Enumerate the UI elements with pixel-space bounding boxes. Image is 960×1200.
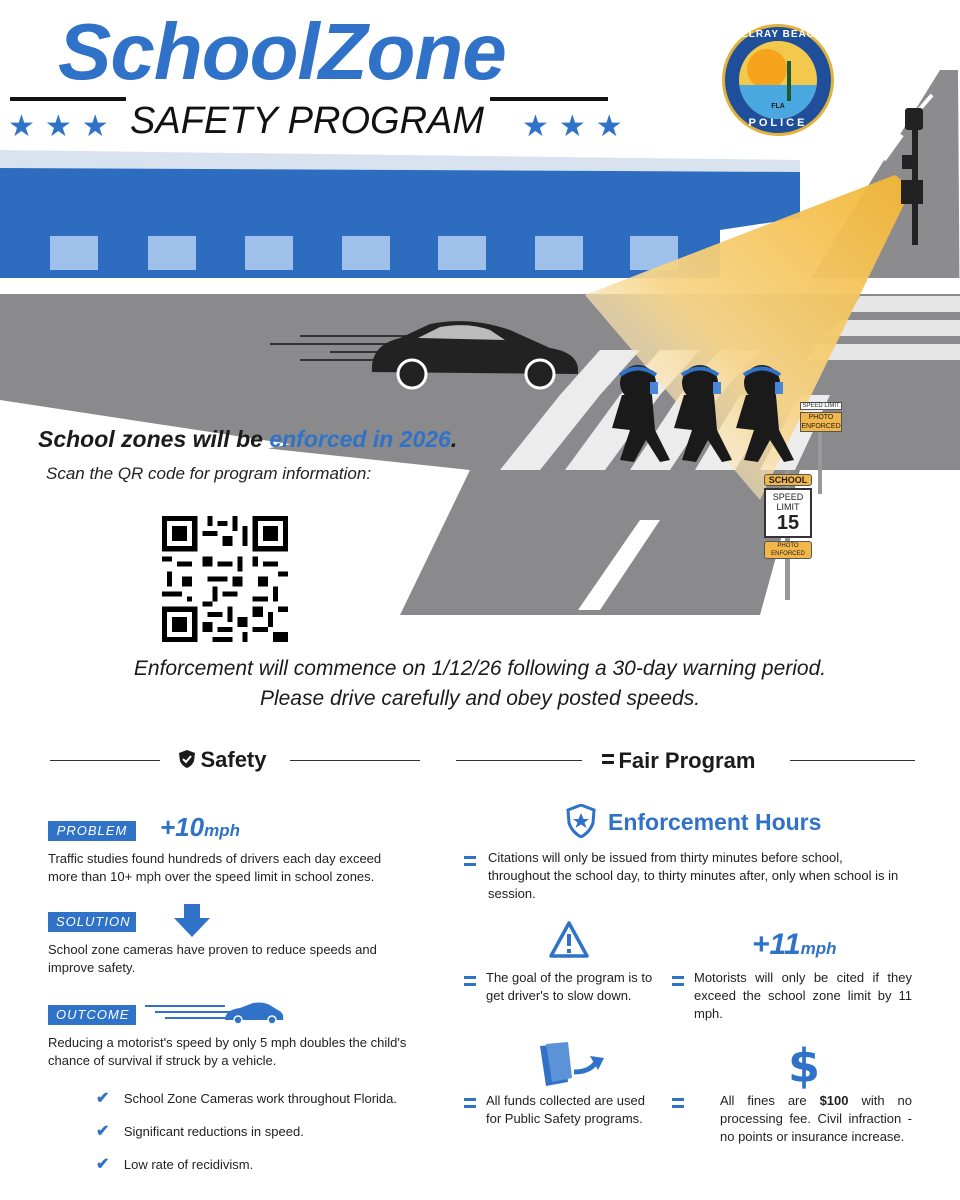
checkmark-icon: ✔ bbox=[96, 1156, 110, 1173]
safety-rule-left bbox=[50, 760, 160, 761]
stars-right: ★★★ bbox=[522, 110, 633, 143]
enforcement-headline bbox=[38, 426, 457, 453]
enforcement-notice bbox=[0, 654, 960, 714]
safety-rule-right bbox=[290, 760, 420, 761]
dollar-icon bbox=[786, 1040, 822, 1095]
school-sign-label: SCHOOL bbox=[764, 474, 812, 486]
badge-sun-icon bbox=[747, 49, 787, 89]
program-subtitle: SAFETY PROGRAM bbox=[130, 100, 485, 142]
title-rule-right bbox=[490, 97, 608, 101]
photo-enforced-label: PHOTO ENFORCED bbox=[764, 541, 812, 559]
equals-icon bbox=[672, 1098, 684, 1108]
cite-text: Motorists will only be cited if they exceed the school zone limit by 11 mph. bbox=[694, 970, 912, 1021]
fair-rule-right bbox=[790, 760, 915, 761]
fines-part-a: All fines are bbox=[720, 1093, 820, 1108]
equals-icon bbox=[602, 754, 614, 764]
problem-stat-value: +10 bbox=[160, 812, 205, 842]
cite-stat bbox=[752, 928, 837, 962]
badge-top-word1: DELRAY bbox=[732, 29, 779, 40]
police-star-icon bbox=[566, 804, 596, 843]
speed-word: SPEED bbox=[772, 492, 804, 502]
solution-tag: SOLUTION bbox=[48, 912, 136, 932]
benefit-text: Low rate of recidivism. bbox=[123, 1157, 254, 1172]
enforcement-line-1: Enforcement will commence on 1/12/26 following a 30-day warning period. bbox=[133, 657, 827, 680]
speed-limit-panel bbox=[764, 488, 812, 538]
cite-stat-value: +11 bbox=[752, 928, 801, 961]
down-arrow-icon bbox=[172, 904, 212, 943]
safety-heading bbox=[178, 747, 267, 774]
benefit-item bbox=[96, 1121, 397, 1154]
small-sign-label: SPEED LIMIT bbox=[800, 402, 842, 410]
cite-stat-unit: mph bbox=[800, 939, 837, 958]
fines-part-c: with no processing fee. Civil infraction - no points or insurance increase. bbox=[720, 1093, 912, 1144]
solution-text: School zone cameras have proven to reduce speeds and improve safety. bbox=[48, 942, 377, 975]
benefit-text: School Zone Cameras work throughout Florida. bbox=[123, 1091, 397, 1106]
warning-triangle-icon bbox=[548, 920, 590, 965]
benefit-item bbox=[96, 1154, 397, 1187]
badge-bottom-text: POLICE bbox=[748, 117, 808, 129]
funds-text: All funds collected are used for Public Safety programs. bbox=[486, 1093, 645, 1126]
safety-title: Safety bbox=[200, 747, 267, 772]
checkmark-icon: ✔ bbox=[96, 1123, 110, 1140]
equals-icon bbox=[464, 976, 476, 986]
outcome-text: Reducing a motorist's speed by only 5 mph doubles the child's chance of survival if struck by a vehicle. bbox=[48, 1035, 407, 1068]
benefit-item bbox=[96, 1088, 397, 1121]
headline-part-a: School zones will be bbox=[38, 426, 270, 452]
enforcement-hours-title: Enforcement Hours bbox=[608, 809, 822, 835]
stars-left: ★★★ bbox=[8, 110, 119, 143]
fines-text bbox=[720, 1092, 912, 1146]
goal-text: The goal of the program is to get driver's to slow down. bbox=[486, 970, 653, 1003]
badge-palm-icon bbox=[787, 61, 791, 101]
enforcement-hours-text: Citations will only be issued from thirty minutes before school, throughout the school day, to thirty minutes after, only when school is in session. bbox=[488, 850, 899, 901]
enforcement-line-2: Please drive carefully and obey posted speeds. bbox=[259, 687, 701, 710]
shield-check-icon bbox=[178, 749, 196, 774]
fair-rule-left bbox=[456, 760, 582, 761]
benefit-text: Significant reductions in speed. bbox=[123, 1124, 304, 1139]
police-badge-logo bbox=[722, 24, 834, 136]
headline-part-c: . bbox=[450, 426, 458, 452]
problem-text: Traffic studies found hundreds of drivers each day exceed more than 10+ mph over the speed limit in school zones. bbox=[48, 851, 382, 884]
badge-state: FLA bbox=[771, 103, 785, 110]
fair-title: Fair Program bbox=[618, 748, 756, 773]
badge-top-text bbox=[725, 29, 831, 40]
speed-number: 15 bbox=[776, 512, 800, 534]
small-sign-photo: PHOTO ENFORCED bbox=[801, 414, 841, 430]
headline-part-b: enforced in 2026 bbox=[269, 426, 451, 452]
fair-heading bbox=[602, 748, 755, 774]
problem-stat bbox=[160, 812, 240, 843]
qr-code[interactable] bbox=[162, 516, 288, 642]
program-title: SchoolZone bbox=[58, 7, 506, 96]
small-speed-sign bbox=[800, 402, 842, 432]
equals-icon bbox=[464, 856, 476, 866]
outcome-tag: OUTCOME bbox=[48, 1005, 136, 1025]
fines-amount: $100 bbox=[819, 1093, 849, 1108]
problem-tag: PROBLEM bbox=[48, 821, 136, 841]
money-transfer-icon bbox=[538, 1042, 614, 1095]
title-rule-left bbox=[10, 97, 126, 101]
badge-wave-icon bbox=[739, 85, 817, 119]
svg-text:$: $ bbox=[787, 1040, 821, 1090]
school-speed-sign bbox=[764, 474, 812, 559]
equals-icon bbox=[464, 1098, 476, 1108]
benefits-list bbox=[96, 1088, 397, 1187]
fast-car-icon bbox=[145, 998, 285, 1031]
checkmark-icon: ✔ bbox=[96, 1090, 110, 1107]
problem-stat-unit: mph bbox=[204, 821, 240, 840]
badge-top-word2: BEACH bbox=[782, 29, 824, 40]
scan-instruction: Scan the QR code for program information: bbox=[46, 464, 372, 483]
equals-icon bbox=[672, 976, 684, 986]
qr-code-graphic bbox=[162, 516, 288, 642]
limit-word: LIMIT bbox=[776, 502, 800, 512]
